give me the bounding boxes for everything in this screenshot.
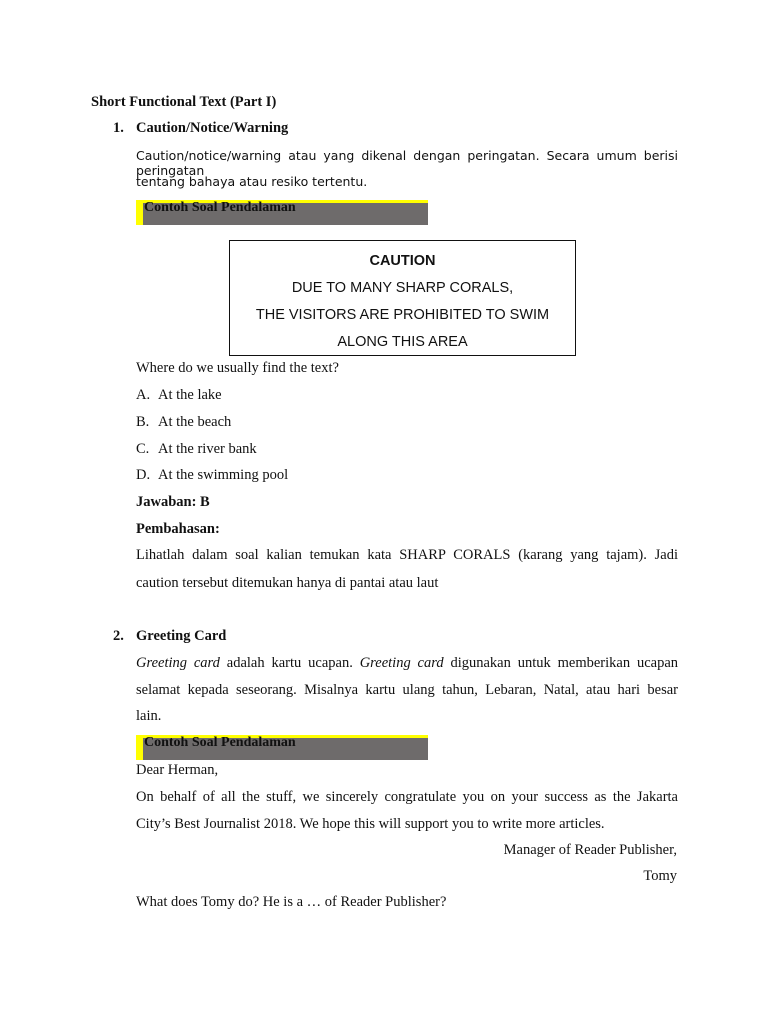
example-label: Contoh Soal Pendalaman — [144, 735, 296, 750]
option-letter: C. — [136, 441, 150, 457]
letter-body-line-1: On behalf of all the stuff, we sincerely congratulate you on your success as the Jakarta — [136, 789, 678, 805]
greeting-card-term: Greeting card — [359, 655, 444, 671]
section-1-desc-line-1: Caution/notice/warning atau yang dikenal dengan peringatan. Secara umum berisi peringatan — [136, 148, 678, 178]
caution-sign-box — [229, 240, 576, 356]
section-1-heading: Caution/Notice/Warning — [136, 120, 289, 136]
section-1-number: 1. — [113, 120, 124, 136]
option-letter: B. — [136, 414, 150, 430]
caution-line-2: THE VISITORS ARE PROHIBITED TO SWIM — [255, 307, 550, 323]
letter-body-line-2: City’s Best Journalist 2018. We hope this will support you to write more articles. — [136, 816, 605, 832]
caution-line-1: DUE TO MANY SHARP CORALS, — [291, 280, 514, 296]
signature-title: Manager of Reader Publisher, — [503, 842, 677, 858]
desc-text: digunakan untuk memberikan ucapan — [443, 655, 679, 671]
section-2-number: 2. — [113, 628, 124, 644]
section-1-desc-line-2: tentang bahaya atau resiko tertentu. — [136, 174, 368, 189]
section-2-desc-line-3: lain. — [136, 708, 162, 724]
question-2: What does Tomy do? He is a … of Reader Publisher? — [136, 894, 447, 910]
option-text: At the river bank — [158, 441, 257, 457]
page-title: Short Functional Text (Part I) — [91, 94, 277, 110]
option-letter: A. — [136, 387, 151, 403]
option-text: At the swimming pool — [158, 467, 289, 483]
question-1: Where do we usually find the text? — [136, 360, 339, 376]
answer: Jawaban: B — [136, 494, 210, 510]
explanation-line-2: caution tersebut ditemukan hanya di pantai atau laut — [136, 575, 439, 591]
option-text: At the lake — [158, 387, 222, 403]
section-2-desc-line-2: selamat kepada seseorang. Misalnya kartu ulang tahun, Lebaran, Natal, atau hari besar — [136, 682, 678, 698]
section-2-desc-line-1 — [136, 655, 678, 672]
example-highlight — [136, 200, 428, 225]
option-text: At the beach — [158, 414, 232, 430]
desc-text: adalah kartu ucapan. — [219, 655, 360, 671]
letter-salutation: Dear Herman, — [136, 762, 219, 778]
option-letter: D. — [136, 467, 151, 483]
caution-line-3: ALONG THIS AREA — [337, 334, 468, 350]
explanation-line-1: Lihatlah dalam soal kalian temukan kata SHARP CORALS (karang yang tajam). Jadi — [136, 547, 678, 563]
explanation-label: Pembahasan: — [136, 521, 220, 537]
example-label: Contoh Soal Pendalaman — [144, 200, 296, 215]
greeting-card-term: Greeting card — [136, 655, 220, 671]
example-highlight — [136, 735, 428, 760]
section-2-heading: Greeting Card — [136, 628, 227, 644]
caution-title: CAUTION — [369, 253, 436, 269]
signature-name: Tomy — [643, 868, 677, 884]
